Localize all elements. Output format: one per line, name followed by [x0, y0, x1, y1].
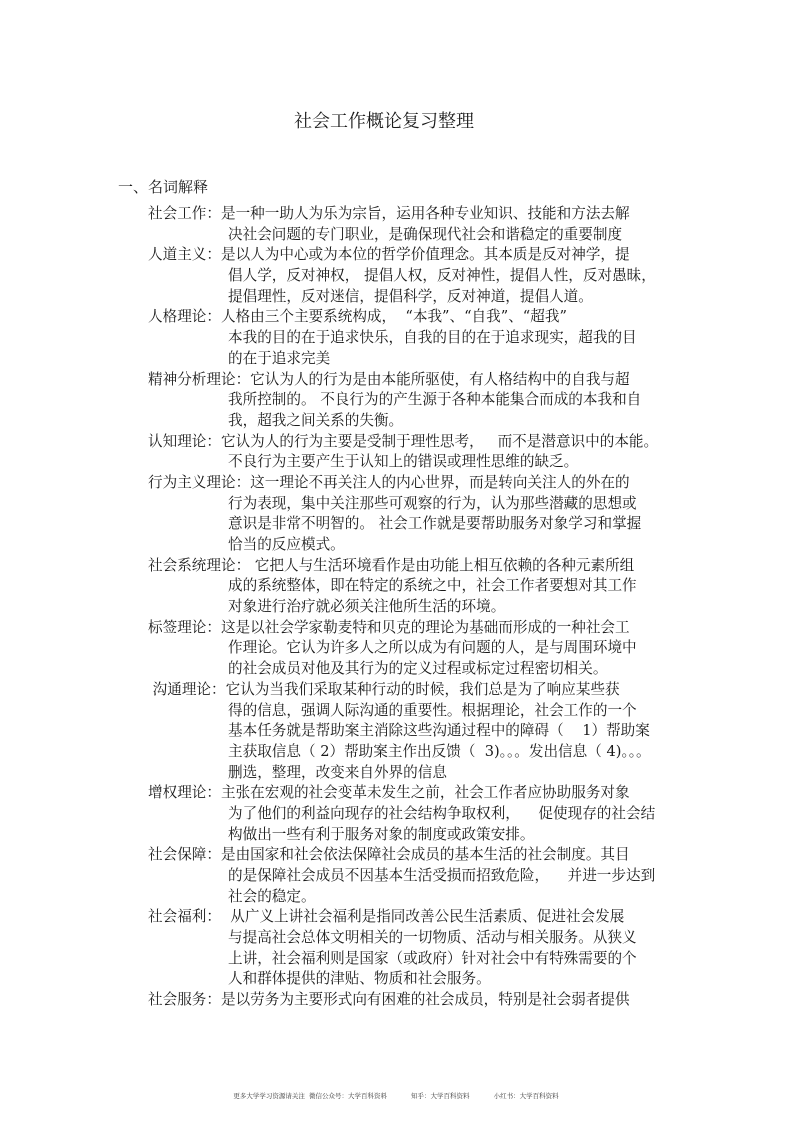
- entry-text: 它把人与生活环境看作是由功能上相互依赖的各种元素所组: [250, 556, 635, 574]
- entry-text: 主获取信息（ 2）帮助案主作出反馈（ 3)。。。发出信息（ 4)。。。: [228, 742, 651, 760]
- glossary-entry: [148, 556, 688, 618]
- entry-text: 与提高社会总体文明相关的一切物质、活动与相关服务。从狭义: [228, 929, 637, 947]
- entry-line: [148, 659, 688, 680]
- entry-line: [148, 411, 688, 432]
- entry-line: [148, 473, 688, 494]
- entry-line: [148, 638, 688, 659]
- title-text: 社会工作概论复习整理: [294, 111, 474, 132]
- glossary-entry: [148, 618, 688, 680]
- footer-wechat: 更多大学学习资源请关注 微信公众号：大学百科资料: [233, 1092, 387, 1100]
- entry-line: [148, 452, 688, 473]
- entry-text: 是以人为中心或为本位的哲学价值理念。其本质是反对神学，提: [220, 246, 630, 264]
- entry-text: 提倡理性，反对迷信，提倡科学，反对神道，提倡人道。: [228, 287, 593, 305]
- entry-text: 恰当的反应模式。: [228, 536, 345, 553]
- entry-text: 上讲，社会福利则是国家（或政府）针对社会中有特殊需要的个: [228, 949, 637, 967]
- entry-text: 它认为人的行为是由本能所驱使，有人格结构中的自我与超: [250, 370, 630, 388]
- entry-term: 标签理论：: [148, 618, 221, 636]
- entry-line: [148, 556, 688, 577]
- glossary-entry: [148, 370, 688, 432]
- entry-line: [148, 701, 688, 722]
- entry-line: [148, 535, 688, 556]
- entry-text: 的在于追求完美: [228, 349, 331, 367]
- entry-line: [148, 245, 688, 266]
- entry-text: 我，超我之间关系的失衡。: [228, 411, 404, 429]
- entry-text: 人格由三个主要系统构成， “本我”、“自我”、“超我”: [220, 308, 567, 326]
- entry-line: [148, 597, 688, 618]
- entry-line: [148, 225, 688, 246]
- entry-line: [148, 432, 688, 453]
- entry-text: 的社会成员对他及其行为的定义过程或标定过程密切相关。: [228, 660, 608, 678]
- entry-text: 决社会问题的专门职业，是确保现代社会和谐稳定的重要制度: [228, 225, 623, 243]
- entry-text: 删选，整理，改变来自外界的信息: [228, 763, 447, 781]
- entry-term: 社会服务：: [148, 991, 221, 1009]
- entry-line: [148, 204, 688, 225]
- entry-line: [148, 721, 688, 742]
- entry-term: 精神分析理论：: [148, 370, 251, 388]
- entry-line: [148, 928, 688, 949]
- entry-text: 社会的稳定。: [228, 887, 316, 905]
- footer-zhihu: 知乎：大学百科资料: [411, 1092, 470, 1100]
- entry-line: [148, 370, 688, 391]
- entry-line: [148, 287, 688, 308]
- entry-term: 人格理论：: [148, 308, 221, 326]
- entry-text: 它认为人的行为主要是受制于理性思考， 而不是潜意识中的本能。: [220, 432, 659, 450]
- entry-line: [148, 804, 688, 825]
- entry-line: [148, 763, 688, 784]
- glossary-list: [148, 204, 688, 1011]
- glossary-entry: [148, 204, 688, 245]
- footer-xiaohongshu: 小红书：大学百科资料: [493, 1092, 559, 1100]
- entry-text: 它认为当我们采取某种行动的时候，我们总是为了响应某些获: [225, 680, 620, 698]
- glossary-entry: [148, 783, 688, 845]
- glossary-entry: [148, 245, 688, 307]
- entry-line: [148, 783, 688, 804]
- glossary-entry: [148, 845, 688, 907]
- entry-text: 行为表现，集中关注那些可观察的行为，认为那些潜藏的思想或: [228, 494, 637, 512]
- entry-line: [148, 307, 688, 328]
- entry-term: 沟通理论：: [148, 680, 226, 698]
- entry-text: 人和群体提供的津贴、物质和社会服务。: [228, 970, 491, 988]
- entry-term: 增权理论：: [148, 784, 221, 802]
- entry-text: 对象进行治疗就必须关注他所生活的环境。: [228, 598, 506, 616]
- entry-line: [148, 266, 688, 287]
- glossary-entry: [148, 473, 688, 556]
- entry-line: [148, 328, 688, 349]
- entry-line: [148, 825, 688, 846]
- entry-line: [148, 742, 688, 763]
- footer: [0, 1091, 792, 1100]
- entry-line: [148, 576, 688, 597]
- entry-line: [148, 680, 688, 701]
- entry-text: 作理论。它认为许多人之所以成为有问题的人，是与周围环境中: [228, 639, 637, 657]
- entry-text: 得的信息，强调人际沟通的重要性。根据理论，社会工作的一个: [228, 701, 637, 719]
- entry-line: [148, 866, 688, 887]
- entry-text: 主张在宏观的社会变革未发生之前，社会工作者应协助服务对象: [220, 784, 630, 802]
- entry-term: 人道主义：: [148, 246, 221, 264]
- entry-text: 基本任务就是帮助案主消除这些沟通过程中的障碍（ 1）帮助案: [228, 722, 650, 740]
- entry-line: [148, 845, 688, 866]
- entry-line: [148, 494, 688, 515]
- entry-line: [148, 618, 688, 639]
- entry-line: [148, 907, 688, 928]
- entry-term: 社会保障：: [148, 846, 221, 864]
- entry-text: 意识是非常不明智的。 社会工作就是要帮助服务对象学习和掌握: [228, 515, 642, 533]
- entry-term: 认知理论：: [148, 432, 221, 450]
- glossary-entry: [148, 680, 688, 783]
- entry-line: [148, 969, 688, 990]
- entry-text: 是一种一助人为乐为宗旨，运用各种专业知识、技能和方法去解: [220, 205, 630, 222]
- glossary-entry: [148, 432, 688, 473]
- entry-term: 行为主义理论：: [148, 473, 251, 491]
- entry-text: 从广义上讲社会福利是指同改善公民生活素质、促进社会发展: [220, 908, 625, 926]
- entry-term: 社会系统理论：: [148, 556, 251, 574]
- entry-text: 构做出一些有利于服务对象的制度或政策安排。: [228, 825, 535, 843]
- entry-term: 社会工作：: [148, 205, 221, 222]
- entry-line: [148, 990, 688, 1011]
- entry-text: 本我的目的在于追求快乐，自我的目的在于追求现实，超我的目: [228, 329, 637, 347]
- entry-text: 为了他们的利益向现存的社会结构争取权利， 促使现存的社会结: [228, 804, 656, 822]
- glossary-entry: [148, 990, 688, 1011]
- entry-text: 是由国家和社会依法保障社会成员的基本生活的社会制度。其目: [220, 846, 630, 864]
- entry-line: [148, 514, 688, 535]
- entry-text: 的是保障社会成员不因基本生活受损而招致危险， 并进一步达到: [228, 867, 656, 884]
- entry-line: [148, 887, 688, 908]
- entry-line: [148, 349, 688, 370]
- entry-text: 倡人学，反对神权， 提倡人权，反对神性，提倡人性，反对愚昧，: [228, 267, 656, 285]
- document-title: [0, 107, 792, 133]
- entry-line: [148, 390, 688, 411]
- section-heading: 一、名词解释: [118, 178, 209, 196]
- entry-text: 成的系统整体，即在特定的系统之中，社会工作者要想对其工作: [228, 577, 637, 595]
- entry-text: 我所控制的。 不良行为的产生源于各种本能集合而成的本我和自: [228, 391, 642, 409]
- glossary-entry: [148, 907, 688, 990]
- entry-text: 不良行为主要产生于认知上的错误或理性思维的缺乏。: [228, 453, 579, 471]
- entry-term: 社会福利：: [148, 908, 221, 926]
- entry-text: 这一理论不再关注人的内心世界，而是转向关注人的外在的: [250, 473, 630, 491]
- entry-text: 这是以社会学家勒麦特和贝克的理论为基础而形成的一种社会工: [220, 618, 630, 636]
- glossary-entry: [148, 307, 688, 369]
- entry-line: [148, 949, 688, 970]
- entry-text: 是以劳务为主要形式向有困难的社会成员，特别是社会弱者提供: [220, 991, 630, 1009]
